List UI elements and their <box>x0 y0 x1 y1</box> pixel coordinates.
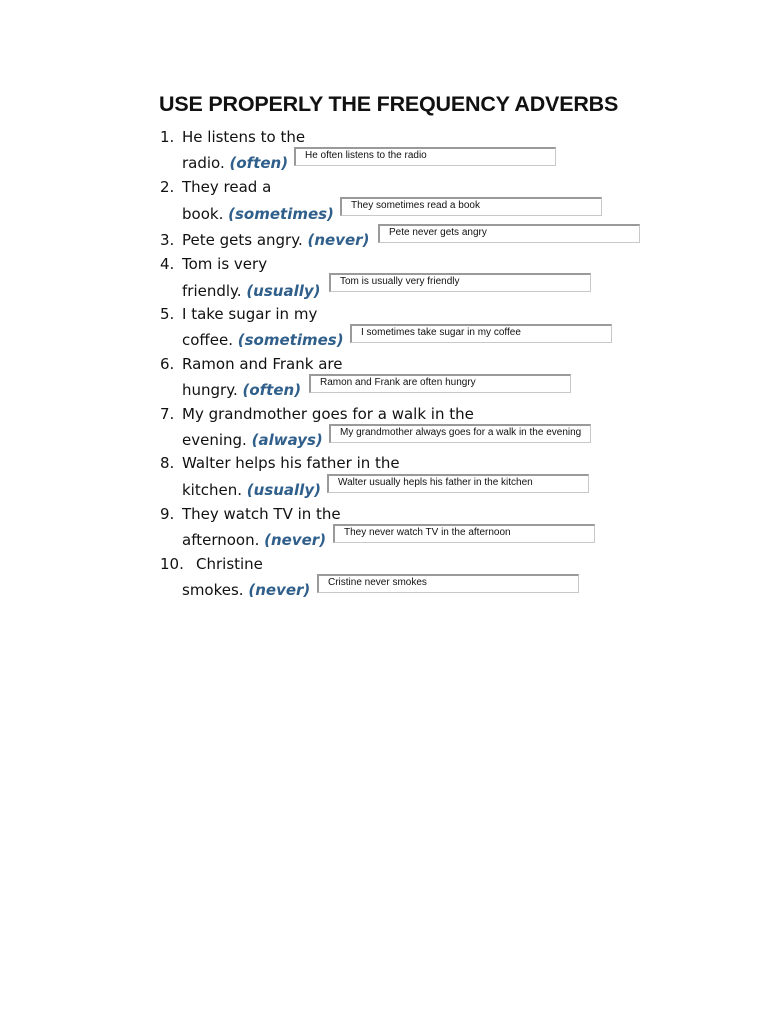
item-text-end: evening. <box>182 431 247 449</box>
item-text-end: coffee. <box>182 331 233 349</box>
adverb-hint: (usually) <box>246 282 321 300</box>
item-text: Tom is very <box>182 255 268 273</box>
answer-input[interactable]: They never watch TV in the afternoon <box>333 524 595 543</box>
page-title: USE PROPERLY THE FREQUENCY ADVERBS <box>159 92 619 116</box>
item-number: 2. <box>160 178 175 196</box>
item-text: Pete gets angry. <box>182 231 303 249</box>
answer-input[interactable]: Tom is usually very friendly <box>329 273 591 292</box>
answer-input[interactable]: My grandmother always goes for a walk in the evening <box>329 424 591 443</box>
answer-input[interactable]: He often listens to the radio <box>294 147 556 166</box>
item-number: 7. <box>160 405 175 423</box>
answer-input[interactable]: I sometimes take sugar in my coffee <box>350 324 612 343</box>
item-text: He listens to the <box>182 128 306 146</box>
item-text: My grandmother goes for a walk in the <box>182 405 474 423</box>
item-text-end: book. <box>182 205 224 223</box>
item-number: 10. <box>160 555 184 573</box>
answer-input[interactable]: Walter usually hepls his father in the kitchen <box>327 474 589 493</box>
adverb-hint: (sometimes) <box>237 331 344 349</box>
item-text-end: radio. <box>182 154 225 172</box>
item-text-end: friendly. <box>182 282 242 300</box>
item-text-end: afternoon. <box>182 531 260 549</box>
item-text-end: smokes. <box>182 581 244 599</box>
answer-input[interactable]: Ramon and Frank are often hungry <box>309 374 571 393</box>
item-number: 3. <box>160 231 175 249</box>
item-text: Christine <box>196 555 263 573</box>
adverb-hint: (sometimes) <box>228 205 334 223</box>
item-number: 1. <box>160 128 175 146</box>
item-text-end: hungry. <box>182 381 238 399</box>
item-number: 5. <box>160 305 175 323</box>
answer-input[interactable]: They sometimes read a book <box>340 197 602 216</box>
adverb-hint: (always) <box>251 431 323 449</box>
item-text-end: kitchen. <box>182 481 242 499</box>
adverb-hint: (usually) <box>246 481 321 499</box>
item-number: 8. <box>160 454 175 472</box>
item-number: 9. <box>160 505 175 523</box>
item-number: 6. <box>160 355 175 373</box>
adverb-hint: (often) <box>242 381 302 399</box>
item-text: They read a <box>182 178 272 196</box>
adverb-hint: (never) <box>264 531 327 549</box>
item-text: I take sugar in my <box>182 305 318 323</box>
adverb-hint: (never) <box>307 231 370 249</box>
adverb-hint: (often) <box>229 154 289 172</box>
item-number: 4. <box>160 255 175 273</box>
item-text: Walter helps his father in the <box>182 454 400 472</box>
item-text: They watch TV in the <box>182 505 341 523</box>
answer-input[interactable]: Pete never gets angry <box>378 224 640 243</box>
item-text: Ramon and Frank are <box>182 355 343 373</box>
answer-input[interactable]: Cristine never smokes <box>317 574 579 593</box>
adverb-hint: (never) <box>248 581 311 599</box>
